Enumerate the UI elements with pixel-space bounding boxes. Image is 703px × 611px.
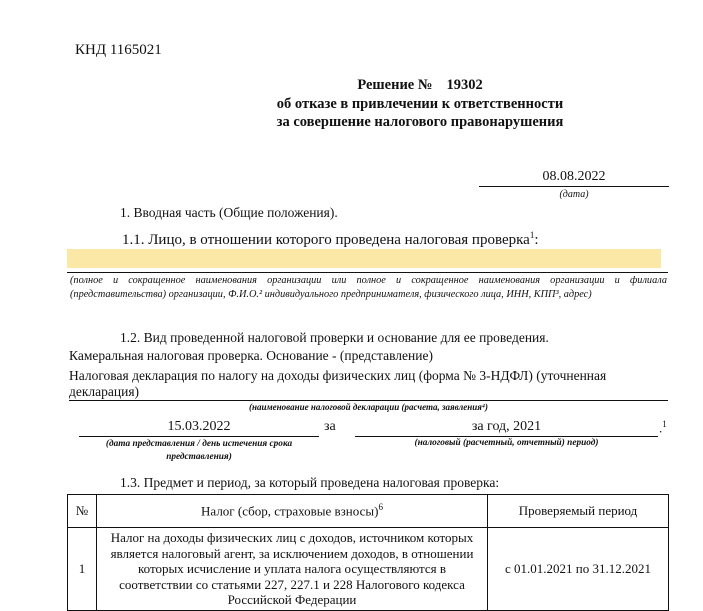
title-line-2: об отказе в привлечении к ответственности [276, 95, 564, 112]
title-line-3: за совершение налогового правонарушения [276, 114, 564, 130]
column-header-period: Проверяемый период [488, 495, 669, 528]
row-number: 1 [68, 528, 97, 611]
audit-type: Камеральная налоговая проверка. Основание - (представление) [69, 348, 433, 363]
section-1-3-heading: 1.3. Предмет и период, за который проведена налоговая проверка: [120, 475, 500, 490]
decision-date-caption: (дата) [559, 189, 589, 200]
column-header-tax [97, 495, 488, 528]
divider [69, 400, 668, 401]
declaration-caption: (наименование налоговой декларации (расчета, заявления⁴) [248, 402, 489, 412]
tax-period-caption: (налоговый (расчетный, отчетный) период) [414, 438, 599, 448]
footnote-marker: 1 [662, 419, 667, 429]
column-header-number: № [68, 495, 97, 528]
decision-date-field[interactable]: 08.08.2022 [479, 169, 669, 187]
tax-period-field[interactable]: за год, 2021 [355, 419, 658, 437]
period-dot: . [659, 420, 663, 436]
audited-person-caption: (полное и сокращенное наименования организации или полное и сокращенное наименования организации и филиала (представительства) организации, Ф.И.О.² индивидуального предпринимателя, физического лица, ИНН, КПП³, адрес) [70, 275, 667, 300]
submission-date-caption: (дата представления / день истечения срока представления) [105, 439, 293, 462]
decision-number: 19302 [446, 77, 483, 93]
knd-code: КНД 1165021 [75, 42, 162, 58]
row-tax: Налог на доходы физических лиц с доходов, источником которых является налоговый агент, за исключением доходов, в отношении которых исчисление и уплата налога осуществляются в соответствии со статьями 227, 227.1 и 228 Налогового кодекса Российской Федерации [97, 528, 488, 611]
row-period: с 01.01.2021 по 31.12.2021 [488, 528, 669, 611]
document-title [170, 76, 670, 132]
section-1-2-heading: 1.2. Вид проведенной налоговой проверки и основание для ее проведения. [120, 330, 549, 345]
table-header-row [68, 495, 669, 528]
heading-colon: : [534, 232, 539, 248]
decision-number-line [170, 76, 670, 95]
section-1-1-heading [122, 230, 539, 249]
section-1-1-text: 1.1. Лицо, в отношении которого проведена налоговая проверка [122, 232, 530, 248]
audited-person-field[interactable] [67, 249, 661, 268]
declaration-name: Налоговая декларация по налогу на доходы физических лиц (форма № 3-НДФЛ) (уточненная декларация) [69, 368, 607, 399]
section-1-heading: 1. Вводная часть (Общие положения). [120, 205, 338, 220]
divider [67, 272, 668, 273]
footnote-marker: 6 [378, 502, 383, 513]
column-header-tax-text: Налог (сбор, страховые взносы) [201, 503, 379, 519]
za-label: за [324, 419, 336, 434]
audit-subject-table [67, 494, 669, 611]
footnote-marker: 1 [529, 230, 535, 240]
submission-date-field[interactable]: 15.03.2022 [79, 419, 319, 437]
title-prefix: Решение № [357, 77, 433, 93]
table-row [68, 528, 669, 611]
period-end-mark [659, 419, 667, 436]
